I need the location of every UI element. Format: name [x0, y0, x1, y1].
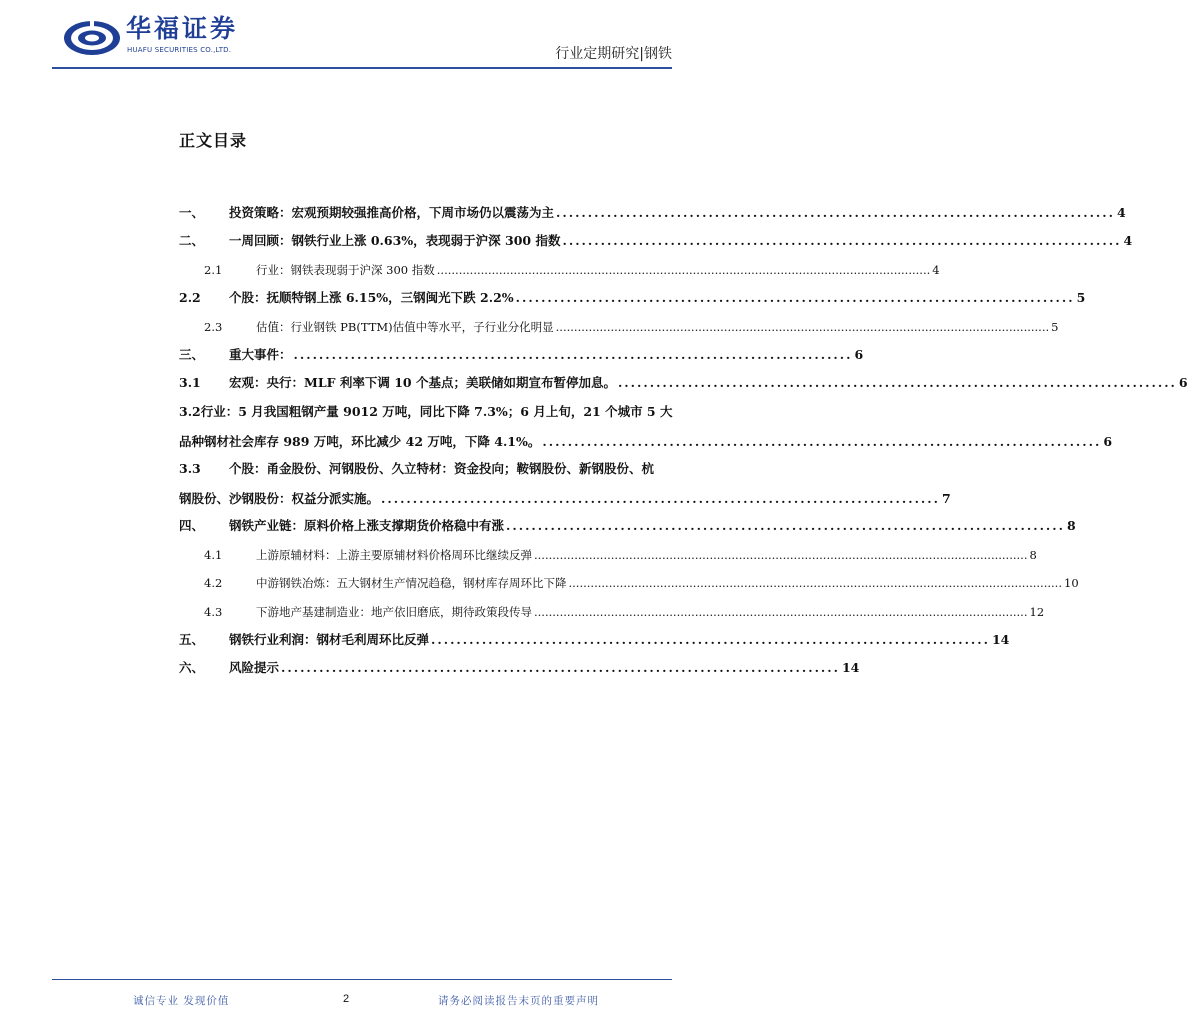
toc-leader: ........................................................................................ — [562, 233, 1122, 248]
toc-entry-page: 4 — [1123, 233, 1133, 248]
toc-entry-number: 三、 — [179, 347, 205, 362]
toc-entry-text: 上游原辅材料：上游主要原辅材料价格周环比继续反弹 — [256, 548, 532, 562]
toc-entry-number: 3.3 — [179, 461, 201, 476]
toc-entry-number: 六、 — [179, 660, 205, 675]
toc-leader: ....................................................................................................................................... — [534, 548, 1028, 562]
toc-entry-page: 4 — [1116, 205, 1126, 220]
toc-entry-number: 一、 — [179, 205, 205, 220]
toc-leader: ....................................................................................................................................... — [436, 263, 931, 277]
header-divider — [52, 67, 672, 69]
toc-entry-page: 12 — [1029, 605, 1045, 619]
toc-entry-text: 一周回顾：钢铁行业上涨 0.63%，表现弱于沪深 300 指数 — [229, 233, 561, 248]
toc-entry-text: 下游地产基建制造业：地产依旧磨底，期待政策段传导 — [256, 605, 532, 619]
toc-title: 正文目录 — [179, 131, 248, 150]
toc-entry-2-3[interactable] — [204, 318, 1059, 336]
page-header — [0, 0, 724, 70]
toc-entry-3[interactable] — [179, 346, 864, 364]
toc-entry-number: 3.2 — [179, 404, 201, 419]
toc-entry-line — [179, 427, 1113, 457]
toc-entry-number: 四、 — [179, 518, 205, 533]
toc-leader: ....................................................................................................................................... — [568, 576, 1062, 590]
toc-entry-text: 行业：5 月我国粗钢产量 9012 万吨，同比下降 7.3%；6 月上旬，21 个城市 5 大 — [200, 404, 673, 419]
toc-entry-line — [179, 397, 673, 427]
footer-slogan: 诚信专业 发现价值 — [133, 995, 230, 1007]
toc-entry-text-continued: 钢股份、沙钢股份：权益分派实施。 — [179, 491, 380, 506]
toc-entry-page: 14 — [841, 660, 860, 675]
toc-leader: ........................................................................................ — [381, 491, 940, 506]
toc-leader: ........................................................................................ — [542, 434, 1102, 449]
toc-entry-text-continued: 品种钢材社会库存 989 万吨，环比减少 42 万吨，下降 4.1%。 — [179, 434, 541, 449]
toc-leader: ........................................................................................ — [431, 632, 990, 647]
toc-entry-text: 宏观：央行：MLF 利率下调 10 个基点；美联储如期宣布暂停加息。 — [229, 375, 616, 390]
toc-entry-page: 6 — [854, 347, 864, 362]
toc-entry-page: 8 — [1066, 518, 1076, 533]
toc-entry-text: 投资策略：宏观预期较强推高价格，下周市场仍以震荡为主 — [229, 205, 555, 220]
toc-leader: ........................................................................................ — [281, 660, 840, 675]
toc-entry-1[interactable] — [179, 204, 1126, 222]
toc-leader: ........................................................................................ — [617, 375, 1177, 390]
toc-entry-number: 3.1 — [179, 375, 201, 390]
toc-entry-page: 10 — [1064, 576, 1079, 590]
footer-disclaimer: 请务必阅读报告末页的重要声明 — [438, 995, 599, 1007]
toc-entry-page: 14 — [991, 632, 1010, 647]
toc-entry-3-1[interactable] — [179, 374, 1188, 392]
report-type: 行业定期研究|钢铁 — [555, 46, 672, 62]
toc-entry-page: 7 — [941, 491, 951, 506]
toc-leader: ........................................................................................ — [556, 205, 1115, 220]
toc-entry-text: 重大事件： — [229, 347, 292, 362]
toc-entry-number: 4.2 — [204, 576, 223, 590]
toc-entry-number: 2.1 — [204, 263, 223, 277]
toc-entry-number: 五、 — [179, 632, 205, 647]
toc-leader: ........................................................................................ — [293, 347, 853, 362]
toc-entry-2[interactable] — [179, 232, 1133, 250]
toc-entry-number: 2.3 — [204, 320, 223, 334]
logo-cn-text: 华福证券 — [126, 14, 239, 43]
toc-entry-text: 个股：抚顺特钢上涨 6.15%，三钢闽光下跌 2.2% — [229, 290, 514, 305]
toc-leader: ........................................................................................ — [506, 518, 1065, 533]
toc-entry-4-3[interactable] — [204, 603, 1045, 621]
toc-entry-4-1[interactable] — [204, 546, 1037, 564]
page-number: 2 — [343, 993, 350, 1005]
toc-entry-text: 风险提示 — [229, 660, 280, 675]
huafu-logo-icon — [62, 18, 122, 58]
toc-entry-page: 5 — [1076, 290, 1086, 305]
toc-entry-6[interactable] — [179, 659, 860, 677]
toc-entry-text: 钢铁行业利润：钢材毛利周环比反弹 — [229, 632, 430, 647]
toc-entry-page: 6 — [1103, 434, 1113, 449]
toc-entry-line — [179, 454, 670, 484]
toc-entry-text: 钢铁产业链：原料价格上涨支撑期货价格稳中有涨 — [229, 518, 505, 533]
logo-en-text: HUAFU SECURITIES CO.,LTD. — [127, 46, 232, 54]
toc-entry-2-2[interactable] — [179, 289, 1086, 307]
toc-entry-text: 中游钢铁冶炼：五大钢材生产情况趋稳，钢材库存周环比下降 — [256, 576, 567, 590]
toc-leader: ........................................................................................ — [515, 290, 1075, 305]
toc-entry-3-2[interactable] — [179, 397, 1113, 457]
footer-divider — [52, 979, 672, 980]
toc-entry-number: 2.2 — [179, 290, 201, 305]
toc-leader: ....................................................................................................................................... — [534, 605, 1028, 619]
toc-entry-page: 4 — [932, 263, 940, 277]
toc-entry-text: 行业：钢铁表现弱于沪深 300 指数 — [256, 263, 435, 277]
toc-entry-number: 4.3 — [204, 605, 223, 619]
toc-entry-page: 6 — [1178, 375, 1188, 390]
toc-entry-number: 二、 — [179, 233, 205, 248]
toc-leader: ....................................................................................................................................... — [555, 320, 1050, 334]
toc-entry-3-3[interactable] — [179, 454, 951, 514]
toc-entry-page: 8 — [1029, 548, 1037, 562]
toc-entry-4-2[interactable] — [204, 574, 1079, 592]
toc-entry-5[interactable] — [179, 631, 1010, 649]
toc-entry-page: 5 — [1051, 320, 1059, 334]
toc-entry-number: 4.1 — [204, 548, 223, 562]
toc-entry-4[interactable] — [179, 517, 1076, 535]
toc-entry-text: 估值：行业钢铁 PB(TTM)估值中等水平，子行业分化明显 — [256, 320, 554, 334]
toc-entry-line — [179, 484, 951, 514]
toc-entry-2-1[interactable] — [204, 261, 940, 279]
toc-entry-text: 个股：甬金股份、河钢股份、久立特材：资金投向；鞍钢股份、新钢股份、杭 — [229, 461, 655, 476]
